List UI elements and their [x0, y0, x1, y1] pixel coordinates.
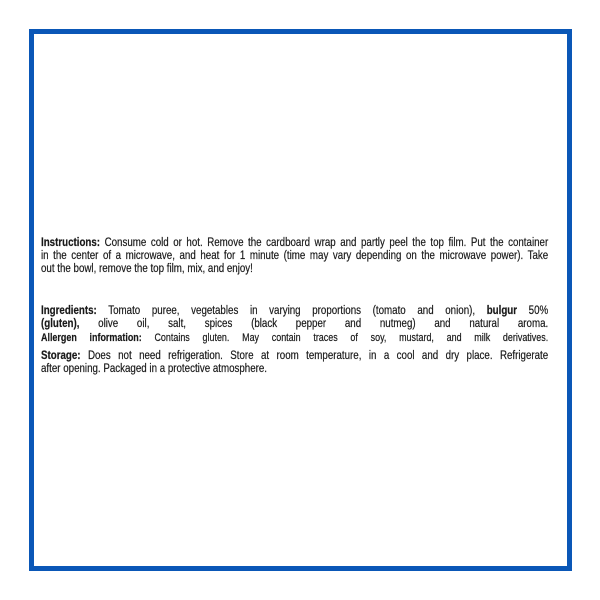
storage-heading: Storage: [41, 347, 81, 362]
storage-text-1: Does not need refrigeration. Store at room temperature, in a cool and dry place. Refrigerate [80, 347, 549, 362]
instructions-text-2: in the center of a microwave, and heat for 1 minute (time may vary depending on the microwave power). Take [41, 248, 549, 263]
label-text-scaler [41, 236, 548, 375]
label-text-block [41, 236, 548, 375]
storage-text-2: after opening. Packaged in a protective atmosphere. [41, 360, 268, 375]
instructions-text-1: Consume cold or hot. Remove the cardboard wrap and partly peel the top film. Put the container [100, 235, 549, 249]
ingredients-allergen-bulgur: bulgur [486, 302, 518, 317]
allergen-text: Contains gluten. May contain traces of soy, mustard, and milk derivatives. [141, 332, 549, 345]
ingredients-text-1: Tomato puree, vegetables in varying proportions (tomato and onion), [96, 302, 487, 317]
instructions-paragraph [41, 236, 548, 276]
ingredients-text-1-suffix: 50% [517, 302, 549, 317]
ingredients-heading: Ingredients: [41, 302, 97, 317]
ingredients-line-2 [41, 317, 548, 330]
instructions-line-3 [41, 262, 548, 275]
ingredients-paragraph [41, 304, 548, 330]
storage-line-2 [41, 362, 548, 375]
allergen-heading: Allergen information: [41, 332, 142, 345]
instructions-text-3: out the bowl, remove the top film, mix, and enjoy! [41, 261, 253, 276]
allergen-paragraph [41, 332, 548, 345]
instructions-heading: Instructions: [41, 235, 101, 249]
storage-paragraph [41, 349, 548, 375]
ingredients-text-2: olive oil, salt, spices (black pepper and nutmeg) and natural aroma. [79, 315, 549, 330]
ingredients-allergen-gluten: (gluten), [41, 315, 80, 330]
allergen-line-1 [41, 332, 548, 345]
